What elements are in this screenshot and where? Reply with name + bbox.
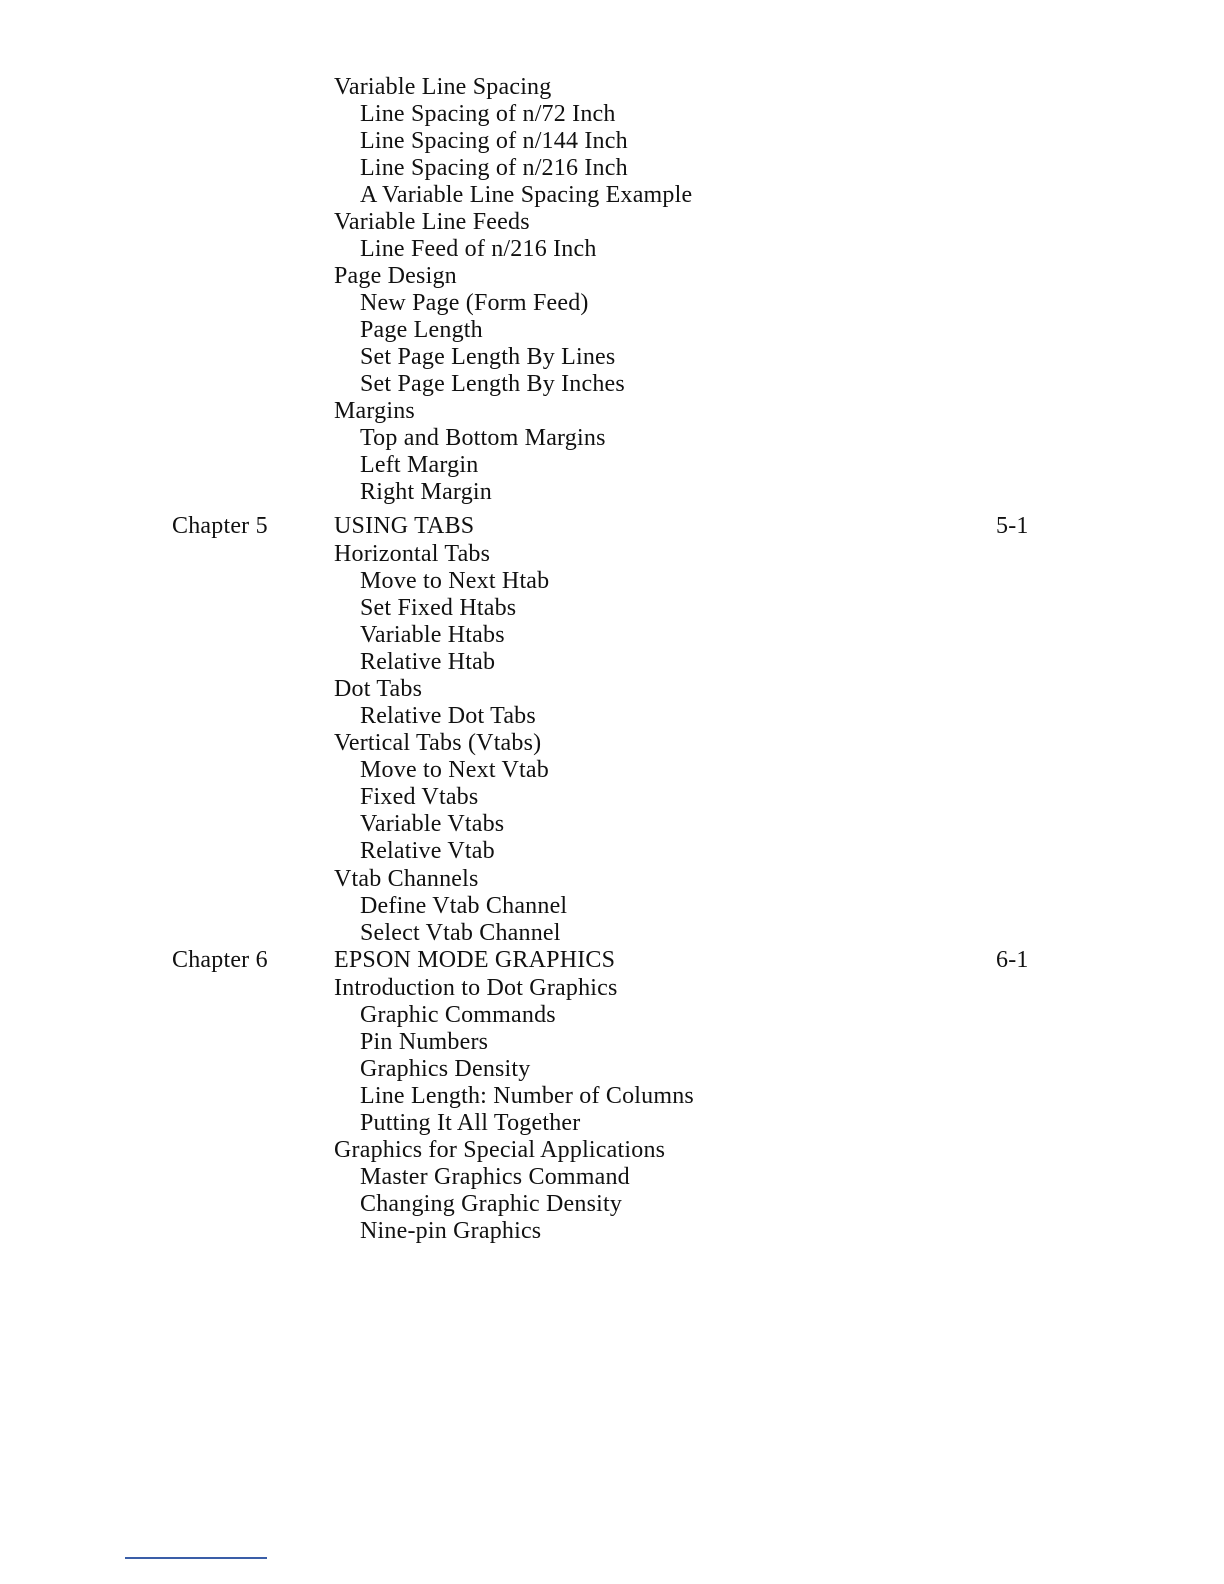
toc-item: Master Graphics Command [360, 1164, 630, 1190]
toc-item: Line Spacing of n/144 Inch [360, 128, 628, 154]
chapter-6-title: EPSON MODE GRAPHICS [334, 947, 616, 973]
toc-item: Putting It All Together [360, 1110, 581, 1136]
toc-heading-dot-tabs: Dot Tabs [334, 676, 423, 702]
chapter-5-label: Chapter 5 [172, 513, 268, 539]
toc-item: Relative Dot Tabs [360, 703, 536, 729]
toc-item: Pin Numbers [360, 1029, 489, 1055]
toc-heading-vertical-tabs: Vertical Tabs (Vtabs) [334, 730, 542, 756]
footer-rule [125, 1557, 267, 1559]
toc-item: Move to Next Vtab [360, 757, 549, 783]
toc-item: Set Page Length By Inches [360, 371, 625, 397]
toc-heading-horizontal-tabs: Horizontal Tabs [334, 541, 491, 567]
toc-item: Graphics Density [360, 1056, 531, 1082]
toc-heading-page-design: Page Design [334, 263, 457, 289]
toc-heading-intro-dot-graphics: Introduction to Dot Graphics [334, 975, 618, 1001]
toc-item: Variable Vtabs [360, 811, 505, 837]
chapter-5-page-number: 5-1 [996, 513, 1029, 539]
toc-item: Line Spacing of n/72 Inch [360, 101, 616, 127]
toc-item: Top and Bottom Margins [360, 425, 606, 451]
toc-item: Variable Htabs [360, 622, 505, 648]
toc-item: Relative Htab [360, 649, 496, 675]
chapter-6-label: Chapter 6 [172, 947, 268, 973]
chapter-5-title: USING TABS [334, 513, 475, 539]
chapter-6-page-number: 6-1 [996, 947, 1029, 973]
toc-heading-variable-line-spacing: Variable Line Spacing [334, 74, 552, 100]
toc-item: Select Vtab Channel [360, 920, 561, 946]
toc-item: Line Length: Number of Columns [360, 1083, 694, 1109]
toc-item: Page Length [360, 317, 483, 343]
toc-item: Line Spacing of n/216 Inch [360, 155, 628, 181]
toc-item: Changing Graphic Density [360, 1191, 623, 1217]
toc-item: Graphic Commands [360, 1002, 556, 1028]
toc-item: Nine-pin Graphics [360, 1218, 542, 1244]
toc-item: Left Margin [360, 452, 479, 478]
toc-item: Move to Next Htab [360, 568, 550, 594]
toc-item: Fixed Vtabs [360, 784, 479, 810]
toc-item: Set Page Length By Lines [360, 344, 616, 370]
toc-item: Right Margin [360, 479, 492, 505]
toc-heading-vtab-channels: Vtab Channels [334, 866, 479, 892]
toc-item: Relative Vtab [360, 838, 495, 864]
toc-item: Set Fixed Htabs [360, 595, 517, 621]
toc-heading-variable-line-feeds: Variable Line Feeds [334, 209, 530, 235]
toc-heading-special-applications: Graphics for Special Applications [334, 1137, 666, 1163]
toc-item: Line Feed of n/216 Inch [360, 236, 597, 262]
toc-item: A Variable Line Spacing Example [360, 182, 693, 208]
toc-heading-margins: Margins [334, 398, 415, 424]
toc-item: Define Vtab Channel [360, 893, 568, 919]
toc-item: New Page (Form Feed) [360, 290, 589, 316]
